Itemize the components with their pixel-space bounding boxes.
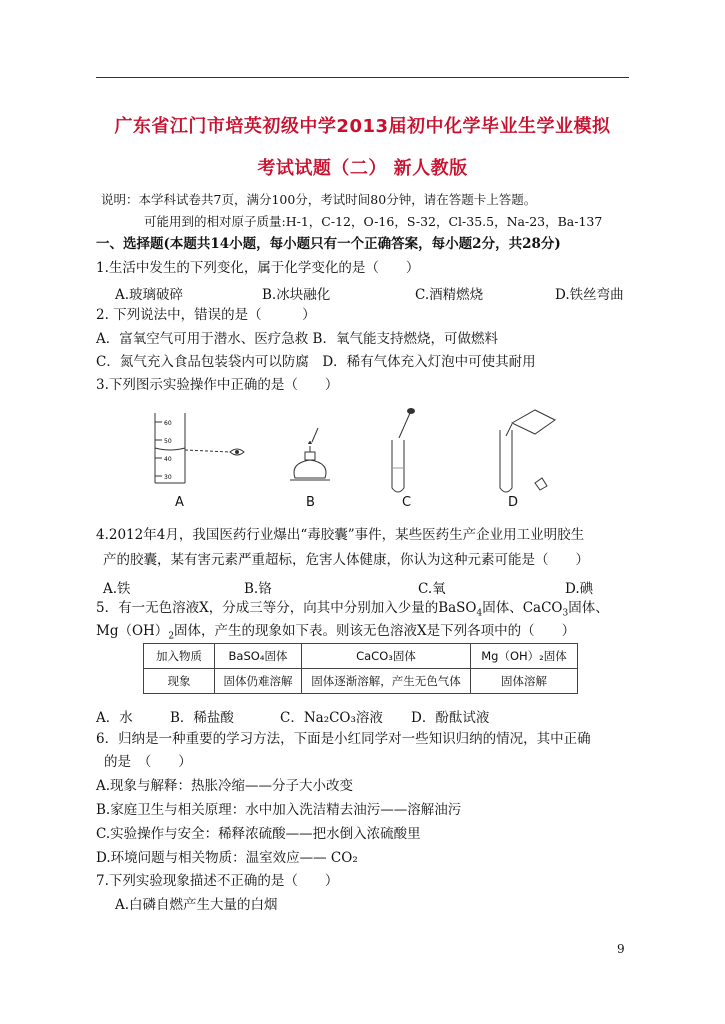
- q3-figure: [140, 408, 590, 518]
- header-rule: [96, 77, 629, 78]
- figure-label-a: A: [175, 495, 184, 510]
- q3-stem: 3.下列图示实验操作中正确的是（ ）: [96, 377, 339, 393]
- table-cell: CaCO₃固体: [302, 644, 471, 669]
- q4-option-d: D.碘: [565, 581, 594, 597]
- table-row: [144, 644, 578, 669]
- q2-options-cd: C．氮气充入食品包装袋内可以防腐 D．稀有气体充入灯泡中可使其耐用: [96, 354, 536, 370]
- table-cell: 固体仍难溶解: [215, 669, 302, 694]
- q6-option-b: B.家庭卫生与相关原理：水中加入洗洁精去油污——溶解油污: [96, 802, 462, 818]
- q5-option-b: B．稀盐酸: [170, 710, 234, 726]
- tick-30: 30: [164, 474, 172, 481]
- table-cell: 固体逐渐溶解，产生无色气体: [302, 669, 471, 694]
- table-cell: 固体溶解: [471, 669, 578, 694]
- q4-option-b: B.铬: [244, 581, 272, 597]
- tick-40: 40: [164, 456, 172, 463]
- q5-stem-sub2: 3: [562, 608, 569, 619]
- alcohol-lamp-diagram: [290, 428, 330, 480]
- q1-option-d: D.铁丝弯曲: [555, 287, 624, 303]
- q1-option-c: C.酒精燃烧: [415, 287, 484, 303]
- q5-stem-sub3: 2: [168, 631, 175, 642]
- q6-option-d: D.环境问题与相关物质：温室效应—— CO₂: [96, 850, 358, 866]
- q7-stem: 7.下列实验现象描述不正确的是（ ）: [96, 873, 339, 889]
- tick-60: 60: [164, 420, 172, 427]
- section-heading: 一、选择题(本题共14小题，每小题只有一个正确答案，每小题2分，共28分): [96, 236, 561, 252]
- table-cell: Mg（OH）₂固体: [471, 644, 578, 669]
- q4-stem-line1: 4.2012年4月，我国医药行业爆出“毒胶囊”事件，某些医药生产企业用工业明胶生: [96, 527, 585, 543]
- q5-option-d: D．酚酞试液: [411, 710, 490, 726]
- instructions-line2: 可能用到的相对原子质量:H-1，C-12，O-16，S-32，Cl-35.5，Na-23，Ba-137: [144, 214, 603, 229]
- exam-title-line1: 广东省江门市培英初级中学2013届初中化学毕业生学业模拟: [114, 116, 611, 137]
- q2-stem: 2. 下列说法中，错误的是（ ）: [96, 307, 316, 323]
- q4-stem-line2: 产的胶囊，某有害元素严重超标，危害人体健康，你认为这种元素可能是（ ）: [103, 552, 589, 568]
- q4-option-a: A.铁: [103, 581, 131, 597]
- q6-option-c: C.实验操作与安全：稀释浓硫酸——把水倒入浓硫酸里: [96, 826, 421, 842]
- instructions-line1: 说明：本学科试卷共7页，满分100分，考试时间80分钟，请在答题卡上答题。: [101, 192, 537, 207]
- q6-stem-line1: 6．归纳是一种重要的学习方法，下面是小红同学对一些知识归纳的情况，其中正确: [96, 731, 591, 747]
- q1-stem: 1.生活中发生的下列变化，属于化学变化的是（ ）: [96, 260, 420, 276]
- q5-results-table: [143, 643, 578, 694]
- q6-stem-line2: 的是 （ ）: [104, 754, 192, 770]
- q5-stem-line1: [96, 599, 609, 623]
- q2-options-ab: A．富氧空气可用于潜水、医疗急救 B．氧气能支持燃烧，可做燃料: [96, 331, 498, 347]
- test-tube-dropper-diagram: [392, 408, 415, 492]
- q5-stem-part5: 固体，产生的现象如下表。则该无色溶液X是下列各项中的（ ）: [174, 623, 576, 639]
- q4-option-c: C.氧: [418, 581, 446, 597]
- q5-stem-sub1: 4: [476, 608, 483, 619]
- q1-option-a: A.玻璃破碎: [115, 287, 184, 303]
- table-cell: BaSO₄固体: [215, 644, 302, 669]
- tick-50: 50: [164, 438, 172, 445]
- figure-label-d: D: [508, 495, 519, 510]
- table-cell: 加入物质: [144, 644, 215, 669]
- q5-stem-part1: 5．有一无色溶液X，分成三等分，向其中分别加入少量的BaSO: [96, 600, 477, 616]
- q5-stem-part3: 固体、: [568, 600, 609, 616]
- graduated-cylinder-diagram: [155, 413, 244, 483]
- q5-stem-part2: 固体、CaCO: [482, 600, 563, 616]
- q1-option-b: B.冰块融化: [262, 287, 331, 303]
- exam-title-line2: 考试试题（二） 新人教版: [257, 158, 468, 179]
- q5-stem-part4: Mg（OH）: [96, 623, 169, 639]
- page-number: 9: [617, 942, 625, 956]
- table-cell: 现象: [144, 669, 215, 694]
- table-row: [144, 669, 578, 694]
- q5-option-c: C．Na₂CO₃溶液: [280, 710, 383, 726]
- q6-option-a: A.现象与解释：热胀冷缩——分子大小改变: [96, 778, 354, 794]
- q7-option-a: A.白磷自燃产生大量的白烟: [115, 897, 278, 913]
- figure-label-c: C: [402, 495, 412, 510]
- figure-label-b: B: [306, 495, 315, 510]
- q5-option-a: A．水: [96, 710, 133, 726]
- pouring-liquid-diagram: [500, 410, 555, 492]
